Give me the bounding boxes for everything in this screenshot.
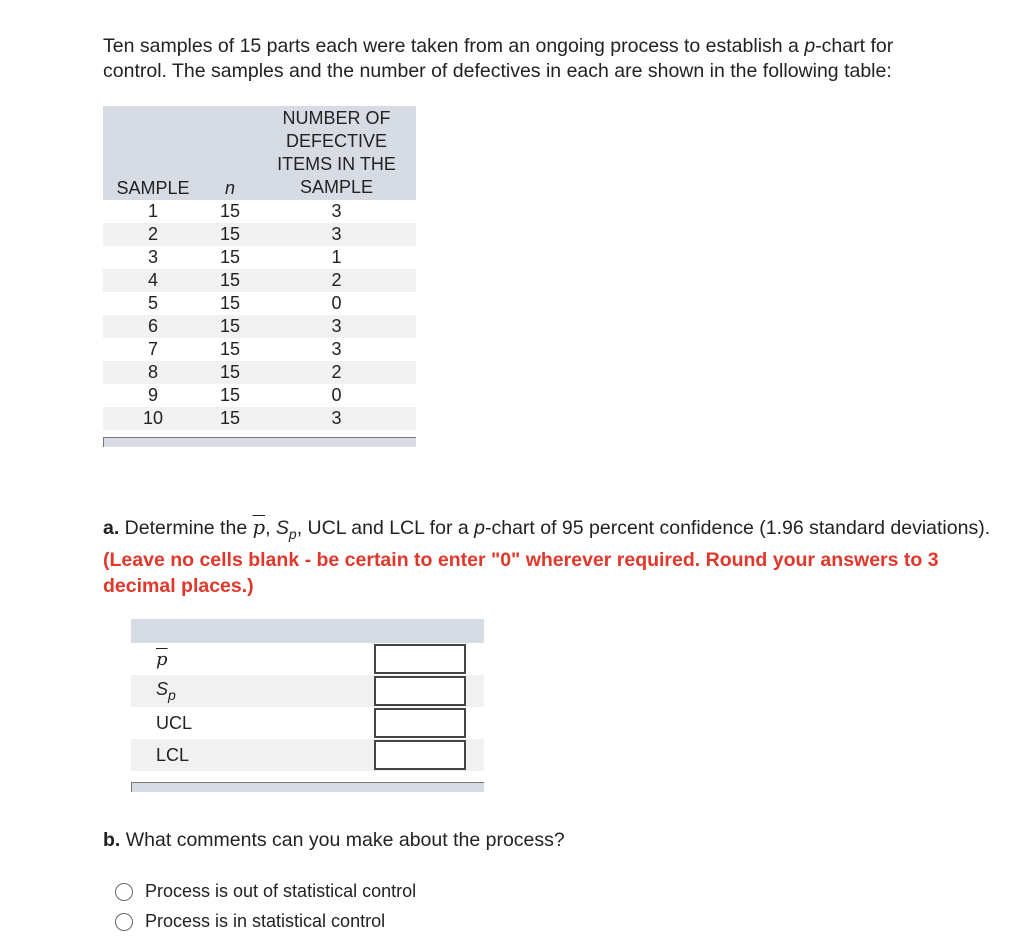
- cell-n: 15: [219, 339, 241, 359]
- answer-row-lcl: [131, 739, 484, 771]
- cell-sample: 2: [103, 223, 203, 246]
- cell-defects: 3: [257, 223, 416, 246]
- cell-sample: 5: [147, 293, 158, 313]
- cell-sample: 1: [147, 201, 158, 221]
- question-b: b. What comments can you make about the process?: [103, 829, 565, 851]
- cell-defects: 0: [331, 385, 342, 405]
- sp-input[interactable]: [374, 676, 466, 706]
- cell-n: 15: [203, 223, 257, 246]
- table-row: [103, 246, 416, 269]
- answer-row-pbar: [131, 643, 484, 675]
- cell-defects: 3: [331, 201, 342, 221]
- table-row: [103, 292, 416, 315]
- pbar-input[interactable]: [374, 644, 466, 674]
- lcl-input[interactable]: [374, 740, 466, 770]
- pbar-symbol: $\overline{p}$: [252, 516, 266, 539]
- cell-defects: 1: [331, 247, 342, 267]
- table-row: [103, 315, 416, 338]
- cell-n: 15: [219, 385, 241, 405]
- label-lcl: LCL: [156, 744, 190, 765]
- radio-button[interactable]: [115, 883, 133, 901]
- cell-n: 15: [219, 201, 241, 221]
- option-label: Process is in statistical control: [145, 911, 386, 931]
- cell-sample: 9: [147, 385, 158, 405]
- cell-sample: 8: [103, 361, 203, 384]
- question-a: a. Determine the $\overline{p}$, $S_p$, UCL and LCL for a p-chart of 95 percent confidence (1.96 standard deviations). (Leave no cells blank - be certain to enter "0" wherever required. Round your answers to 3 decimal places.): [103, 516, 991, 597]
- cell-n: 15: [203, 361, 257, 384]
- cell-defects: 0: [331, 293, 342, 313]
- table-row: [103, 338, 416, 361]
- option-out-of-control[interactable]: [115, 881, 416, 902]
- answer-table-footer: [131, 782, 484, 792]
- cell-defects: 3: [257, 407, 416, 430]
- label-pbar: $\overline{p}$: [156, 648, 168, 670]
- sp-symbol: $S_p$: [275, 517, 297, 542]
- option-label: Process is out of statistical control: [145, 881, 417, 901]
- table-row: [103, 361, 416, 384]
- table-footer: [103, 437, 416, 447]
- cell-sample: 10: [103, 407, 203, 430]
- cell-n: 15: [203, 269, 257, 292]
- option-in-control[interactable]: [115, 911, 385, 932]
- table-row: [103, 223, 416, 246]
- cell-n: 15: [203, 407, 257, 430]
- answer-row-sp: [131, 675, 484, 707]
- ucl-input[interactable]: [374, 708, 466, 738]
- cell-n: 15: [219, 247, 241, 267]
- answer-table-header: [131, 619, 484, 643]
- instruction-text: (Leave no cells blank - be certain to enter "0" wherever required. Round your answers to 3 decimal places.): [103, 549, 939, 597]
- cell-defects: 2: [257, 269, 416, 292]
- col-header-n: n: [203, 106, 257, 200]
- cell-defects: 2: [257, 361, 416, 384]
- cell-sample: 6: [103, 315, 203, 338]
- cell-sample: 7: [147, 339, 158, 359]
- cell-defects: 3: [331, 339, 342, 359]
- table-row: [103, 269, 416, 292]
- label-ucl: UCL: [156, 712, 193, 733]
- table-row: [103, 384, 416, 407]
- label-sp: $S_p$: [156, 679, 176, 703]
- answer-table: [131, 619, 484, 771]
- col-header-sample: SAMPLE: [103, 106, 203, 200]
- answer-row-ucl: [131, 707, 484, 739]
- intro-text: Ten samples of 15 parts each were taken from an ongoing process to establish a p-chart for control. The samples and the number of defectives in each are shown in the following table:: [103, 35, 894, 82]
- cell-n: 15: [219, 293, 241, 313]
- cell-sample: 3: [147, 247, 158, 267]
- samples-table: [103, 106, 416, 430]
- cell-sample: 4: [103, 269, 203, 292]
- col-header-defects: NUMBER OF DEFECTIVE ITEMS IN THE SAMPLE: [257, 106, 416, 200]
- radio-button[interactable]: [115, 913, 133, 931]
- table-row: [103, 407, 416, 430]
- table-row: [103, 200, 416, 223]
- cell-n: 15: [203, 315, 257, 338]
- cell-defects: 3: [257, 315, 416, 338]
